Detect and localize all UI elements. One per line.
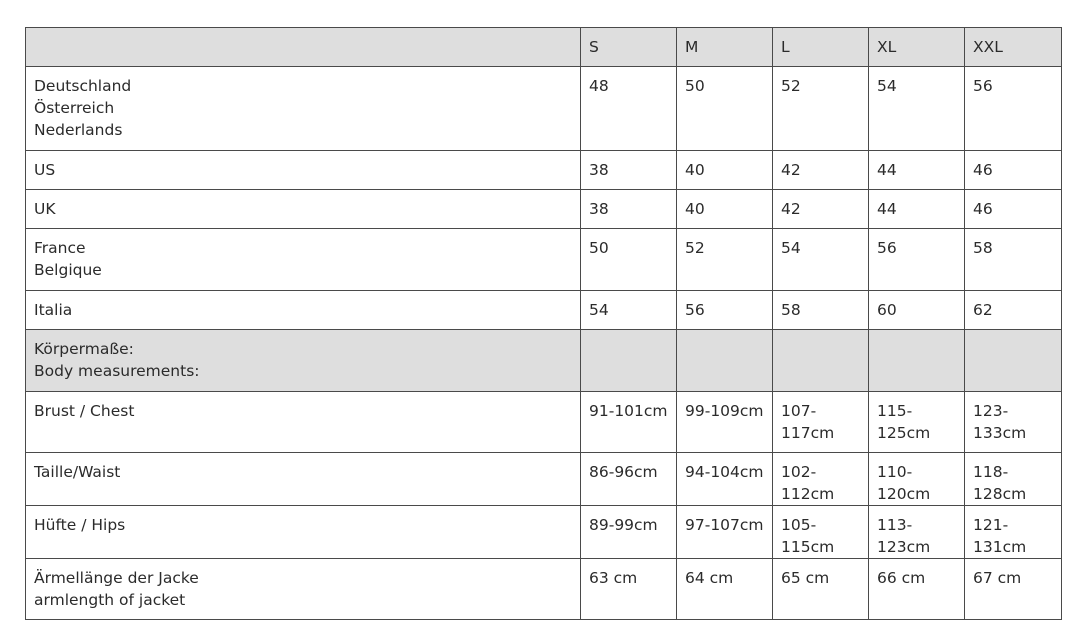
row-label-line: Body measurements: [34,362,200,380]
cell-s: 89-99cm [581,506,677,559]
cell-m [677,330,773,392]
row-label [26,291,581,330]
row-label-line: US [34,161,56,179]
cell-xxl: 58 [965,229,1062,291]
header-cell-xl: XL [869,28,965,67]
cell-xl [869,392,965,453]
row-label [26,151,581,190]
header-cell-label [26,28,581,67]
cell-s: 54 [581,291,677,330]
row-label [26,453,581,506]
cell-m: 94-104cm [677,453,773,506]
table-row [26,453,1062,506]
row-label-line: Österreich [34,99,115,117]
cell-xl: 44 [869,151,965,190]
cell-m: 50 [677,67,773,151]
cell-xl: 113-123cm [869,506,965,559]
row-label [26,559,581,620]
cell-m: 52 [677,229,773,291]
row-label-line: Deutschland [34,77,132,95]
table-row [26,190,1062,229]
header-cell-l: L [773,28,869,67]
header-row [26,28,1062,67]
cell-s: 86-96cm [581,453,677,506]
table-row [26,67,1062,151]
cell-m: 97-107cm [677,506,773,559]
table-row [26,151,1062,190]
cell-xxl: 118-128cm [965,453,1062,506]
cell-l: 52 [773,67,869,151]
row-label [26,190,581,229]
cell-xl: 44 [869,190,965,229]
cell-l: 102-112cm [773,453,869,506]
row-label-line: Ärmellänge der Jacke [34,569,199,587]
row-label-line: Nederlands [34,121,123,139]
row-label [26,506,581,559]
cell-xl-value: 115-125cm [877,402,931,442]
cell-l: 54 [773,229,869,291]
row-label-line: armlength of jacket [34,591,186,609]
table-row [26,392,1062,453]
header-cell-s: S [581,28,677,67]
cell-m: 64 cm [677,559,773,620]
cell-m: 40 [677,151,773,190]
cell-l: 105-115cm [773,506,869,559]
row-label [26,392,581,453]
row-label-line: Italia [34,301,73,319]
cell-xxl: 46 [965,151,1062,190]
cell-s [581,330,677,392]
cell-xl: 66 cm [869,559,965,620]
cell-l: 65 cm [773,559,869,620]
table-row [26,229,1062,291]
cell-xl: 54 [869,67,965,151]
cell-l: 58 [773,291,869,330]
table-row [26,559,1062,620]
cell-s: 50 [581,229,677,291]
cell-l: 42 [773,190,869,229]
cell-s: 48 [581,67,677,151]
cell-m: 56 [677,291,773,330]
cell-s: 38 [581,190,677,229]
cell-l: 107-117cm [773,392,869,453]
size-chart-table [25,27,1062,620]
cell-m: 40 [677,190,773,229]
section-header-row [26,330,1062,392]
table-row [26,506,1062,559]
row-label [26,67,581,151]
header-cell-xxl: XXL [965,28,1062,67]
cell-xxl: 67 cm [965,559,1062,620]
cell-xxl: 121-131cm [965,506,1062,559]
row-label-line: Körpermaße: [34,340,134,358]
cell-s: 63 cm [581,559,677,620]
cell-s: 38 [581,151,677,190]
row-label [26,330,581,392]
table-row [26,291,1062,330]
cell-xxl [965,330,1062,392]
row-label-line: Hüfte / Hips [34,516,126,534]
row-label-line: Brust / Chest [34,402,135,420]
cell-xl [869,330,965,392]
cell-s: 91-101cm [581,392,677,453]
cell-xl: 60 [869,291,965,330]
row-label-line: Belgique [34,261,102,279]
cell-xxl: 62 [965,291,1062,330]
header-cell-m: M [677,28,773,67]
row-label-line: Taille/Waist [34,463,121,481]
cell-xxl: 46 [965,190,1062,229]
cell-xl: 110-120cm [869,453,965,506]
cell-m: 99-109cm [677,392,773,453]
cell-xxl: 56 [965,67,1062,151]
row-label [26,229,581,291]
cell-xxl: 123-133cm [965,392,1062,453]
row-label-line: France [34,239,86,257]
row-label-line: UK [34,200,56,218]
cell-l: 42 [773,151,869,190]
cell-xl: 56 [869,229,965,291]
cell-l [773,330,869,392]
